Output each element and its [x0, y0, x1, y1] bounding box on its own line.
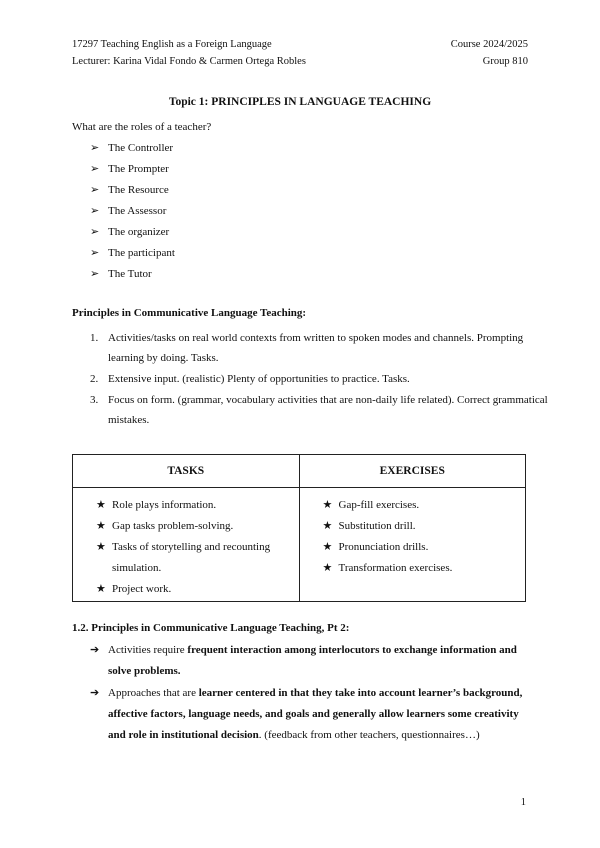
arrow-bullet-icon: ➢	[90, 142, 100, 154]
list-item	[96, 537, 298, 579]
star-icon: ★	[322, 562, 333, 574]
roles-list	[90, 139, 175, 286]
text-plain: Approaches that are	[108, 687, 199, 699]
section2-heading: 1.2. Principles in Communicative Language Teaching, Pt 2:	[72, 622, 350, 634]
exercise-text: Gap-fill exercises.	[338, 499, 420, 511]
tasks-exercises-table	[72, 454, 526, 602]
task-text: Role plays information.	[112, 499, 217, 511]
text-plain: Activities require	[108, 644, 188, 656]
arrow-bullet-icon: ➢	[90, 226, 100, 238]
item-number: 1.	[90, 332, 99, 344]
list-item	[90, 265, 175, 286]
principles-heading: Principles in Communicative Language Teaching:	[72, 307, 307, 319]
exercise-text: Substitution drill.	[338, 520, 416, 532]
tasks-cell	[73, 488, 300, 602]
arrow-bullet-icon: ➢	[90, 247, 100, 259]
text-bold: learner centered in that they take into account learner’s background, affective factors, language needs, and goals and generally allow learners some creativity and role in institutional decision	[108, 687, 523, 741]
role-label: The participant	[108, 247, 175, 259]
role-label: The Assessor	[108, 205, 167, 217]
task-text: Project work.	[112, 583, 172, 595]
list-item	[90, 390, 550, 430]
course-code: 17297 Teaching English as a Foreign Language	[72, 39, 272, 50]
task-text: Tasks of storytelling and recounting simulation.	[112, 541, 271, 574]
text-bold: frequent interaction among interlocutors to exchange information and solve problems.	[108, 644, 517, 677]
list-item	[90, 244, 175, 265]
item-text	[108, 640, 530, 682]
role-label: The Prompter	[108, 163, 169, 175]
list-item	[90, 160, 175, 181]
exercises-header: EXERCISES	[299, 455, 526, 488]
item-text: Activities/tasks on real world contexts from written to spoken modes and channels. Prompting learning by doing. Tasks.	[108, 332, 524, 364]
role-label: The Controller	[108, 142, 174, 154]
list-item	[90, 223, 175, 244]
page-number: 1	[520, 797, 526, 808]
list-item	[90, 683, 530, 746]
list-item	[90, 181, 175, 202]
arrow-bullet-icon: ➔	[90, 644, 100, 656]
star-icon: ★	[96, 583, 106, 595]
list-item	[96, 495, 298, 516]
arrow-bullet-icon: ➢	[90, 163, 100, 175]
list-item	[323, 516, 525, 537]
role-label: The organizer	[108, 226, 170, 238]
group: Group 810	[482, 56, 528, 67]
item-number: 3.	[90, 394, 99, 406]
list-item	[323, 558, 525, 579]
arrow-bullet-icon: ➢	[90, 268, 100, 280]
lecturers: Lecturer: Karina Vidal Fondo & Carmen Ortega Robles	[72, 56, 306, 67]
item-text: Focus on form. (grammar, vocabulary activities that are non-daily life related). Correct grammatical mistakes.	[108, 394, 548, 426]
roles-question: What are the roles of a teacher?	[72, 121, 212, 133]
tasks-header: TASKS	[73, 455, 300, 488]
star-icon: ★	[96, 520, 106, 532]
list-item	[323, 537, 525, 558]
arrow-bullet-icon: ➢	[90, 205, 100, 217]
star-icon: ★	[322, 499, 333, 511]
item-text: Extensive input. (realistic) Plenty of opportunities to practice. Tasks.	[108, 373, 410, 385]
role-label: The Resource	[108, 184, 169, 196]
section2-list	[90, 640, 530, 747]
course-year: Course 2024/2025	[450, 39, 528, 50]
exercises-cell	[299, 488, 526, 602]
list-item	[90, 202, 175, 223]
list-item	[90, 369, 550, 389]
list-item	[96, 516, 298, 537]
list-item	[96, 579, 298, 600]
arrow-bullet-icon: ➢	[90, 184, 100, 196]
task-text: Gap tasks problem-solving.	[112, 520, 234, 532]
page-header	[72, 36, 528, 70]
list-item	[323, 495, 525, 516]
exercise-text: Pronunciation drills.	[338, 541, 429, 553]
list-item	[90, 640, 530, 682]
principles-list	[90, 328, 550, 431]
list-item	[90, 328, 550, 368]
list-item	[90, 139, 175, 160]
star-icon: ★	[322, 541, 333, 553]
star-icon: ★	[96, 541, 106, 553]
exercise-text: Transformation exercises.	[338, 562, 453, 574]
topic-title: Topic 1: PRINCIPLES IN LANGUAGE TEACHING	[168, 96, 432, 108]
role-label: The Tutor	[108, 268, 152, 280]
item-number: 2.	[90, 373, 99, 385]
arrow-bullet-icon: ➔	[90, 687, 100, 699]
item-text	[108, 683, 530, 746]
star-icon: ★	[96, 499, 106, 511]
text-plain: . (feedback from other teachers, questionnaires…)	[258, 729, 480, 741]
star-icon: ★	[322, 520, 333, 532]
